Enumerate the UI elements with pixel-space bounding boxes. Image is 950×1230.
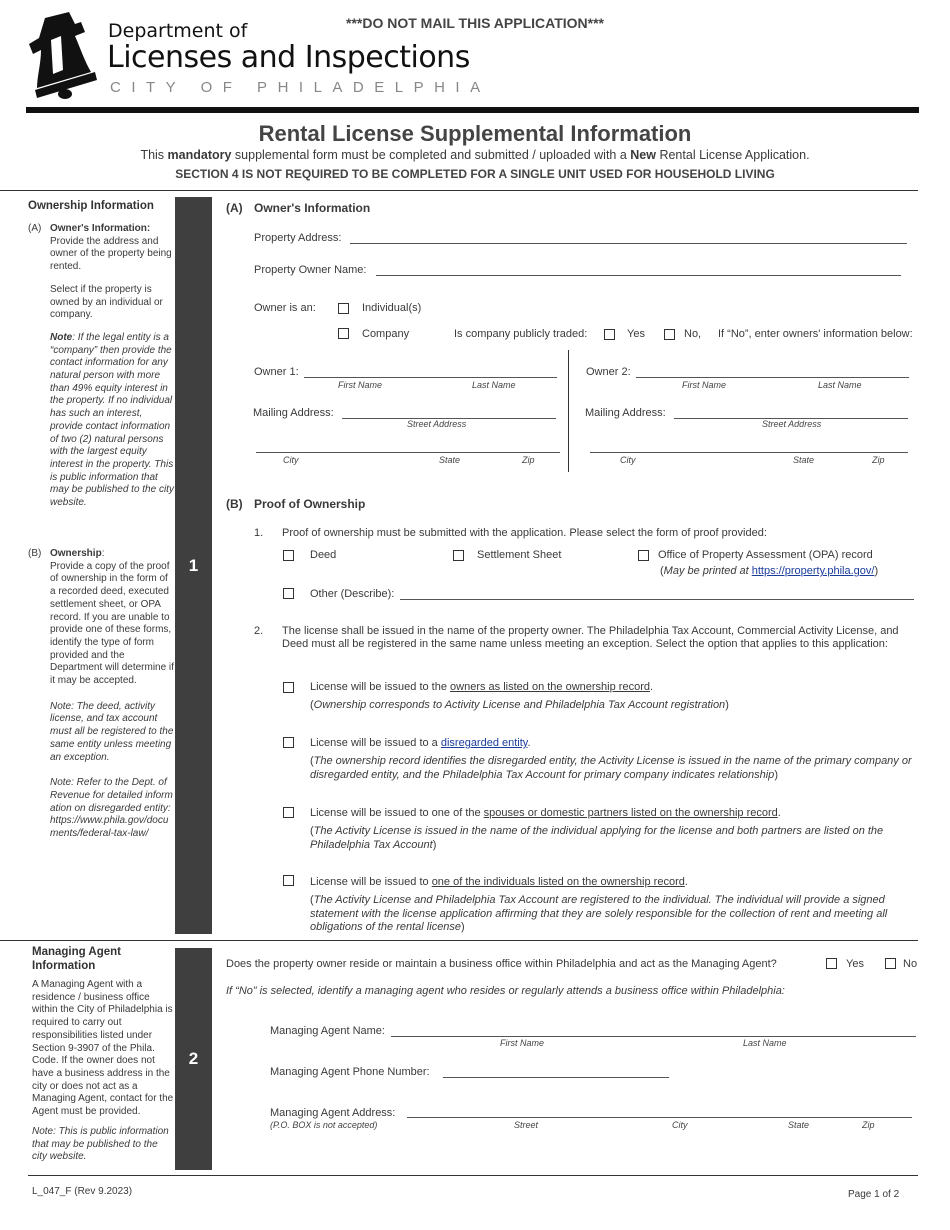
city-of-philadelphia: CITY OF PHILADELPHIA [110, 79, 491, 96]
po-box-note: (P.O. BOX is not accepted) [270, 1120, 378, 1130]
settlement-sheet-label: Settlement Sheet [477, 549, 562, 561]
opa-note: (May be printed at https://property.phila.gov/) [660, 565, 879, 577]
owner2-city-state-zip-field[interactable] [590, 452, 908, 453]
individual-checkbox[interactable] [338, 303, 349, 314]
owners-divider [568, 350, 569, 472]
agent-state-sub: State [788, 1120, 810, 1130]
do-not-mail-notice: ***DO NOT MAIL THIS APPLICATION*** [346, 15, 604, 31]
section1-sidebar [28, 200, 174, 212]
managing-agent-yes-checkbox[interactable] [826, 958, 837, 969]
form-id: L_047_F (Rev 9.2023) [32, 1186, 133, 1197]
option1-label: License will be issued to the owners as listed on the ownership record. [310, 681, 654, 693]
option3-label: License will be issued to one of the spouses or domestic partners listed on the ownership record. [310, 807, 781, 819]
owner2-last-name-sub: Last Name [818, 380, 862, 390]
page-number: Page 1 of 2 [848, 1189, 900, 1200]
side-a-title: Owner's Information: [50, 223, 151, 234]
q2-number: 2. [254, 625, 264, 637]
side-b-letter: (B) [28, 548, 42, 559]
managing-agent-heading: Managing Agent Information [32, 946, 122, 972]
owner1-last-name-sub: Last Name [472, 380, 516, 390]
deed-checkbox[interactable] [283, 550, 294, 561]
other-checkbox[interactable] [283, 588, 294, 599]
property-address-field[interactable] [350, 243, 907, 244]
disregarded-entity-link[interactable]: disregarded entity [440, 737, 528, 749]
intro-text: This mandatory supplemental form must be completed and submitted / uploaded with a New Rental License Application. [140, 148, 810, 162]
deed-label: Deed [310, 549, 337, 561]
side-b-text: Provide a copy of the proof of ownership in the form of a recorded deed, executed settlement sheet, or OPA record. If you are unable to provide one of these forms, identify the type of form provided and the Department will determine if it may be accepted. [50, 560, 174, 687]
option4-label: License will be issued to one of the individuals listed on the ownership record. [310, 876, 688, 888]
other-label: Other (Describe): [310, 588, 395, 600]
section4-notice: SECTION 4 IS NOT REQUIRED TO BE COMPLETED FOR A SINGLE UNIT USED FOR HOUSEHOLD LIVING [175, 167, 775, 181]
option3-checkbox[interactable] [283, 807, 294, 818]
company-checkbox[interactable] [338, 328, 349, 339]
side-a-select: Select if the property is owned by an individual or company. [50, 283, 163, 321]
section-a-title: Owner's Information [254, 201, 371, 215]
side-a-letter: (A) [28, 223, 42, 234]
option3-desc: (The Activity License is issued in the name of the individual applying for the license and both partners are listed on the Philadelphia Tax Account) [310, 825, 884, 851]
option2-checkbox[interactable] [283, 737, 294, 748]
owner1-state-sub: State [439, 455, 461, 465]
agent-address-label: Managing Agent Address: [270, 1107, 396, 1119]
opa-link[interactable]: https://property.phila.gov/ [751, 565, 875, 577]
owner2-first-name-sub: First Name [682, 380, 727, 390]
individual-label: Individual(s) [362, 302, 422, 314]
title-rule [0, 190, 918, 191]
section2-rule [28, 1175, 918, 1176]
owner1-label: Owner 1: [254, 366, 299, 378]
section-a-letter: (A) [226, 201, 243, 215]
managing-agent-yes-label: Yes [846, 958, 864, 970]
owner1-zip-sub: Zip [522, 455, 535, 465]
option4-checkbox[interactable] [283, 875, 294, 886]
if-no-owners-label: If “No”, enter owners' information below: [718, 328, 913, 340]
agent-last-name-sub: Last Name [743, 1038, 787, 1048]
q1-text: Proof of ownership must be submitted with the application. Please select the form of proof provided: [282, 527, 767, 539]
option2-desc: (The ownership record identifies the disregarded entity, the Activity License is issued in the name of the primary company or disregarded entity, and the Philadelphia Tax Account for primary company indicates relationship) [310, 755, 912, 781]
section-b-letter: (B) [226, 497, 243, 511]
dept-line1: Department of [108, 20, 248, 42]
owner1-city-state-zip-field[interactable] [256, 452, 560, 453]
property-owner-name-field[interactable] [376, 275, 901, 276]
other-describe-field[interactable] [400, 599, 914, 600]
option4-desc: (The Activity License and Philadelphia Tax Account are registered to the individual. The individual will provide a signed statement with the license application affirming that they are solely responsible for the collection of rent and meeting all obligations of the rental license) [310, 894, 888, 933]
managing-agent-side-text: A Managing Agent with a residence / business office within the City of Philadelphia is required to carry out responsibilities listed under Section 9-3907 of the Phila. Code. If the owner does not have a business address in the city or does not act as a Managing Agent, contact for the Agent must be provided. [32, 979, 174, 1118]
side-b-block: Ownership: Provide a copy of the proof of ownership in the form of a recorded deed, executed settlement sheet, or OPA record. If you are unable to provide one of these forms, identify the type of form provided and the Department will determine if it may be accepted. Note: The deed, activity license, and tax account must all be registered to the same entity unless meeting an exception. Note: Refer to the Dept. of Revenue for detailed information on disregarded entity: https://www.phila.gov/documents/federal-tax-law/ [50, 548, 174, 840]
q2-text: The license shall be issued in the name of the property owner. The Philadelphia Tax Account, Commercial Activity License, and Deed must all be registered in the same name unless meeting an exception. Select the option that applies to this application: [282, 625, 899, 651]
owner1-mailing-label: Mailing Address: [253, 407, 334, 419]
owner1-street-sub: Street Address [407, 419, 467, 429]
managing-agent-no-label: No [903, 958, 918, 970]
side-a-text: Provide the address and owner of the property being rented. [50, 235, 172, 273]
settlement-sheet-checkbox[interactable] [453, 550, 464, 561]
option1-checkbox[interactable] [283, 682, 294, 693]
owner2-street-sub: Street Address [762, 419, 822, 429]
property-address-label: Property Address: [254, 232, 342, 244]
owner2-mailing-label: Mailing Address: [585, 407, 666, 419]
publicly-traded-label: Is company publicly traded: [454, 328, 588, 340]
section2-bar [175, 948, 212, 1170]
page-title: Rental License Supplemental Information [258, 121, 692, 146]
side-note2: Note: The deed, activity license, and tax account must all be registered to the same entity unless meeting an exception. [50, 700, 174, 763]
agent-address-field[interactable] [407, 1117, 912, 1118]
section1-rule [0, 940, 918, 941]
liberty-bell-logo [25, 10, 105, 100]
owner-is-an-label: Owner is an: [254, 302, 316, 314]
owner2-zip-sub: Zip [872, 455, 885, 465]
side-note3: Note: Refer to the Dept. of Revenue for detailed information on disregarded entity: https://www.phila.gov/documents/federal-tax-law/ [50, 777, 173, 840]
agent-street-sub: Street [514, 1120, 539, 1130]
managing-agent-if-no: If “No” is selected, identify a managing agent who resides or regularly attends a business office within Philadelphia: [226, 985, 785, 997]
owner2-name-field[interactable] [636, 377, 909, 378]
managing-agent-side-note: Note: This is public information that may be published to the city website. [32, 1126, 169, 1163]
side-a-block [50, 223, 174, 510]
section-b-title: Proof of Ownership [254, 497, 366, 511]
property-owner-name-label: Property Owner Name: [254, 264, 367, 276]
agent-name-field[interactable] [391, 1036, 916, 1037]
publicly-traded-yes-label: Yes [627, 328, 645, 340]
opa-record-label: Office of Property Assessment (OPA) record [658, 549, 873, 561]
header-rule [26, 107, 919, 113]
managing-agent-question: Does the property owner reside or maintain a business office within Philadelphia and act as the Managing Agent? [226, 958, 777, 970]
publicly-traded-no-label: No, [684, 328, 702, 340]
side-a-note: Note: If the legal entity is a “company” then provide the contact information for any natural person with more than 49% equity interest in the property. If no individual has such an interest, provide contact information of two (2) natural persons with the largest equity interest in the property. This is public information that may be published to the city website. [50, 331, 174, 509]
owner2-state-sub: State [793, 455, 815, 465]
section1-number: 1 [188, 555, 199, 575]
dept-line2: Licenses and Inspections [107, 40, 470, 75]
opa-record-checkbox[interactable] [638, 550, 649, 561]
owner1-first-name-sub: First Name [338, 380, 383, 390]
q1-number: 1. [254, 527, 264, 539]
ownership-info-heading: Ownership Information [28, 200, 154, 212]
side-b-title: Ownership [50, 548, 102, 559]
managing-agent-no-checkbox[interactable] [885, 958, 896, 969]
section1-bar [175, 197, 212, 934]
section2-number: 2 [188, 1049, 199, 1068]
company-label: Company [362, 328, 410, 340]
option2-label: License will be issued to a disregarded entity. [310, 737, 531, 749]
agent-first-name-sub: First Name [500, 1038, 545, 1048]
publicly-traded-yes-checkbox[interactable] [604, 329, 615, 340]
agent-city-sub: City [672, 1120, 688, 1130]
owner1-city-sub: City [283, 455, 299, 465]
owner2-city-sub: City [620, 455, 636, 465]
owner2-label: Owner 2: [586, 366, 631, 378]
owner1-name-field[interactable] [304, 377, 557, 378]
agent-phone-label: Managing Agent Phone Number: [270, 1066, 430, 1078]
agent-phone-field[interactable] [443, 1077, 669, 1078]
option1-desc: (Ownership corresponds to Activity License and Philadelphia Tax Account registration) [310, 699, 729, 711]
publicly-traded-no-checkbox[interactable] [664, 329, 675, 340]
agent-name-label: Managing Agent Name: [270, 1025, 385, 1037]
agent-zip-sub: Zip [862, 1120, 875, 1130]
